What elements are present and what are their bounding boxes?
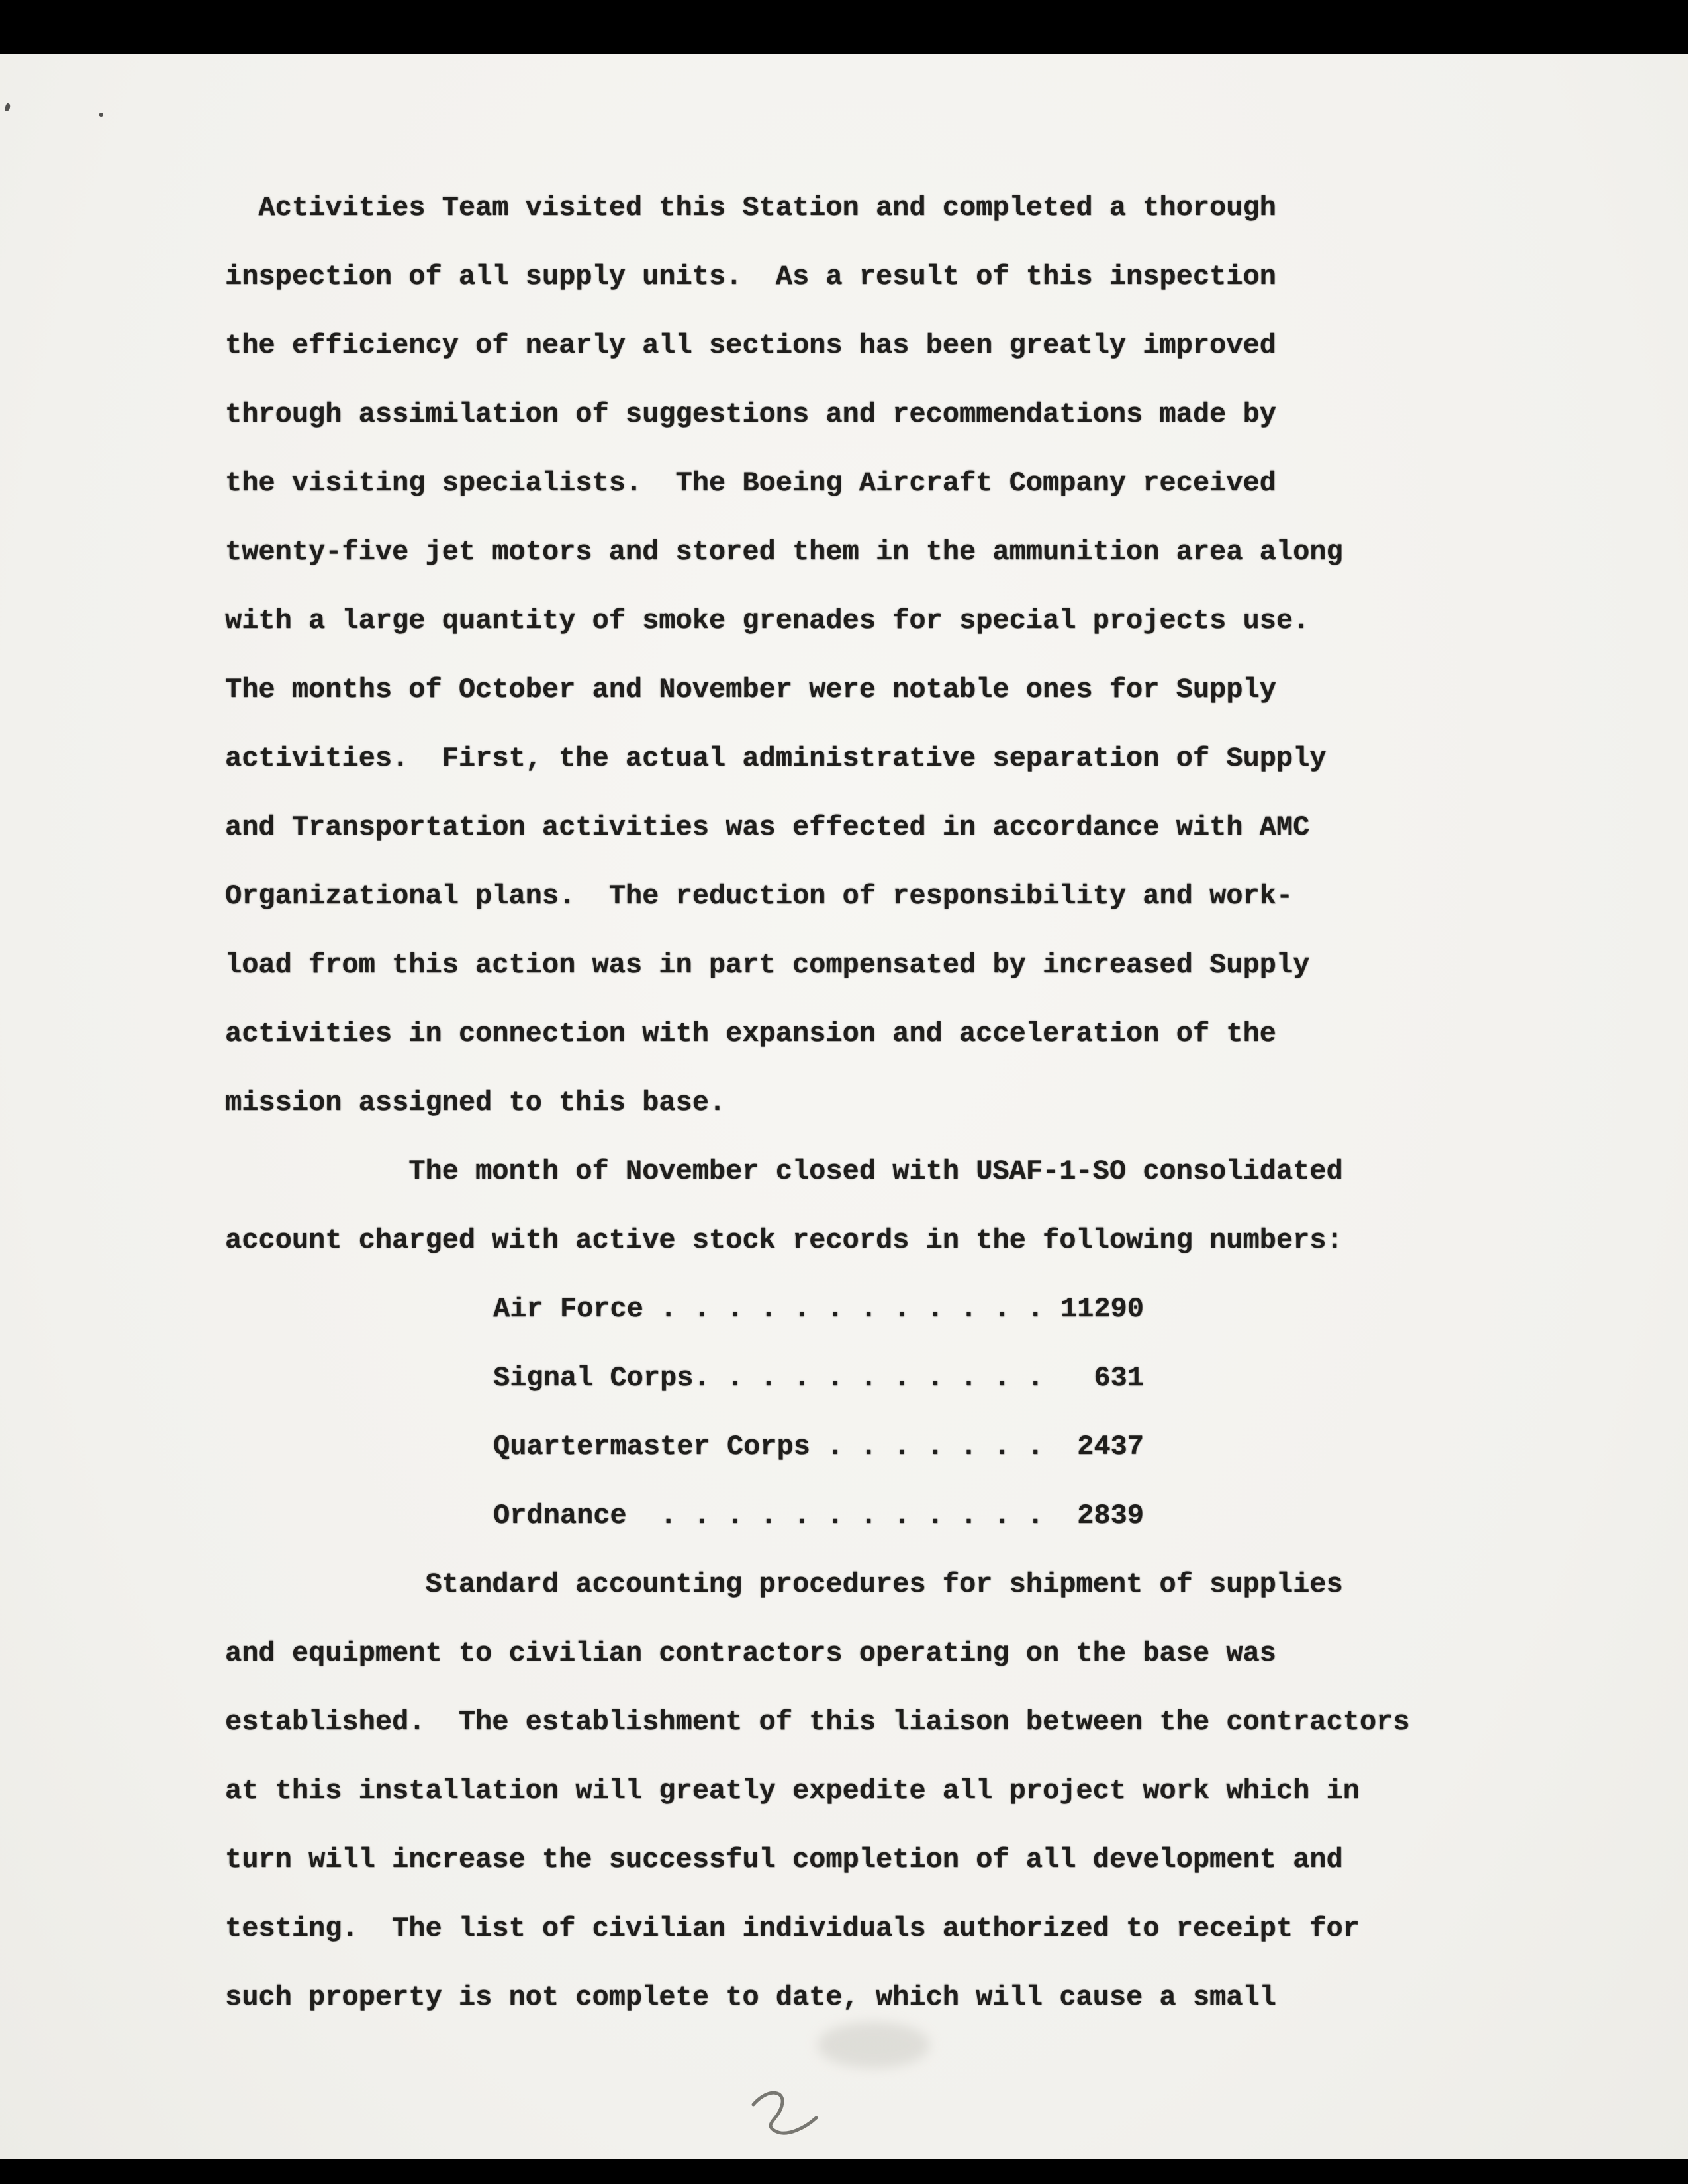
- text-line: with a large quantity of smoke grenades for special projects use.: [225, 605, 1310, 637]
- text-line: the efficiency of nearly all sections has been greatly improved: [225, 330, 1276, 361]
- text-line: the visiting specialists. The Boeing Aircraft Company received: [225, 467, 1276, 499]
- scan-edge-top: [0, 0, 1688, 54]
- text-line: testing. The list of civilian individuals authorized to receipt for: [225, 1913, 1360, 1944]
- text-line: and Transportation activities was effected in accordance with AMC: [225, 811, 1310, 843]
- text-line: activities in connection with expansion and acceleration of the: [225, 1018, 1276, 1050]
- text-line: through assimilation of suggestions and recommendations made by: [225, 398, 1276, 430]
- text-line: turn will increase the successful completion of all development and: [225, 1844, 1343, 1876]
- scan-edge-bottom: [0, 2159, 1688, 2184]
- text-line: twenty-five jet motors and stored them in the ammunition area along: [225, 536, 1343, 568]
- scan-speck: [4, 103, 11, 112]
- paragraph-supply-activities: [225, 173, 1410, 1137]
- paragraph-november-close: [225, 1137, 1410, 1275]
- text-line: load from this action was in part compensated by increased Supply: [225, 949, 1310, 981]
- stock-record-row: Signal Corps. . . . . . . . . . . 631: [493, 1362, 1144, 1394]
- text-line: inspection of all supply units. As a result of this inspection: [225, 261, 1276, 293]
- text-line: Activities Team visited this Station and completed a thorough: [225, 192, 1276, 224]
- text-line: and equipment to civilian contractors operating on the base was: [225, 1637, 1276, 1669]
- stock-record-row: Quartermaster Corps . . . . . . . 2437: [493, 1431, 1144, 1463]
- text-line: such property is not complete to date, which will cause a small: [225, 1981, 1276, 2013]
- text-line: at this installation will greatly expedite all project work which in: [225, 1775, 1360, 1807]
- text-line: The months of October and November were notable ones for Supply: [225, 674, 1276, 705]
- stock-record-row: Ordnance . . . . . . . . . . . . 2839: [493, 1500, 1144, 1531]
- text-line: The month of November closed with USAF-1-SO consolidated: [225, 1156, 1343, 1187]
- stock-record-row: Air Force . . . . . . . . . . . . 11290: [493, 1293, 1144, 1325]
- text-line: activities. First, the actual administrative separation of Supply: [225, 743, 1327, 774]
- text-line: Organizational plans. The reduction of responsibility and work-: [225, 880, 1293, 912]
- paragraph-accounting-procedures: [225, 1550, 1410, 2032]
- text-line: account charged with active stock records in the following numbers:: [225, 1224, 1343, 1256]
- typewritten-text: [225, 173, 1410, 2032]
- handwritten-mark: [741, 2083, 827, 2150]
- text-line: mission assigned to this base.: [225, 1087, 726, 1118]
- scan-speck: [99, 113, 103, 117]
- scan-smudge: [818, 2022, 930, 2068]
- stock-records-table: [225, 1275, 1410, 1550]
- text-line: established. The establishment of this liaison between the contractors: [225, 1706, 1410, 1738]
- text-line: Standard accounting procedures for shipment of supplies: [225, 1569, 1343, 1600]
